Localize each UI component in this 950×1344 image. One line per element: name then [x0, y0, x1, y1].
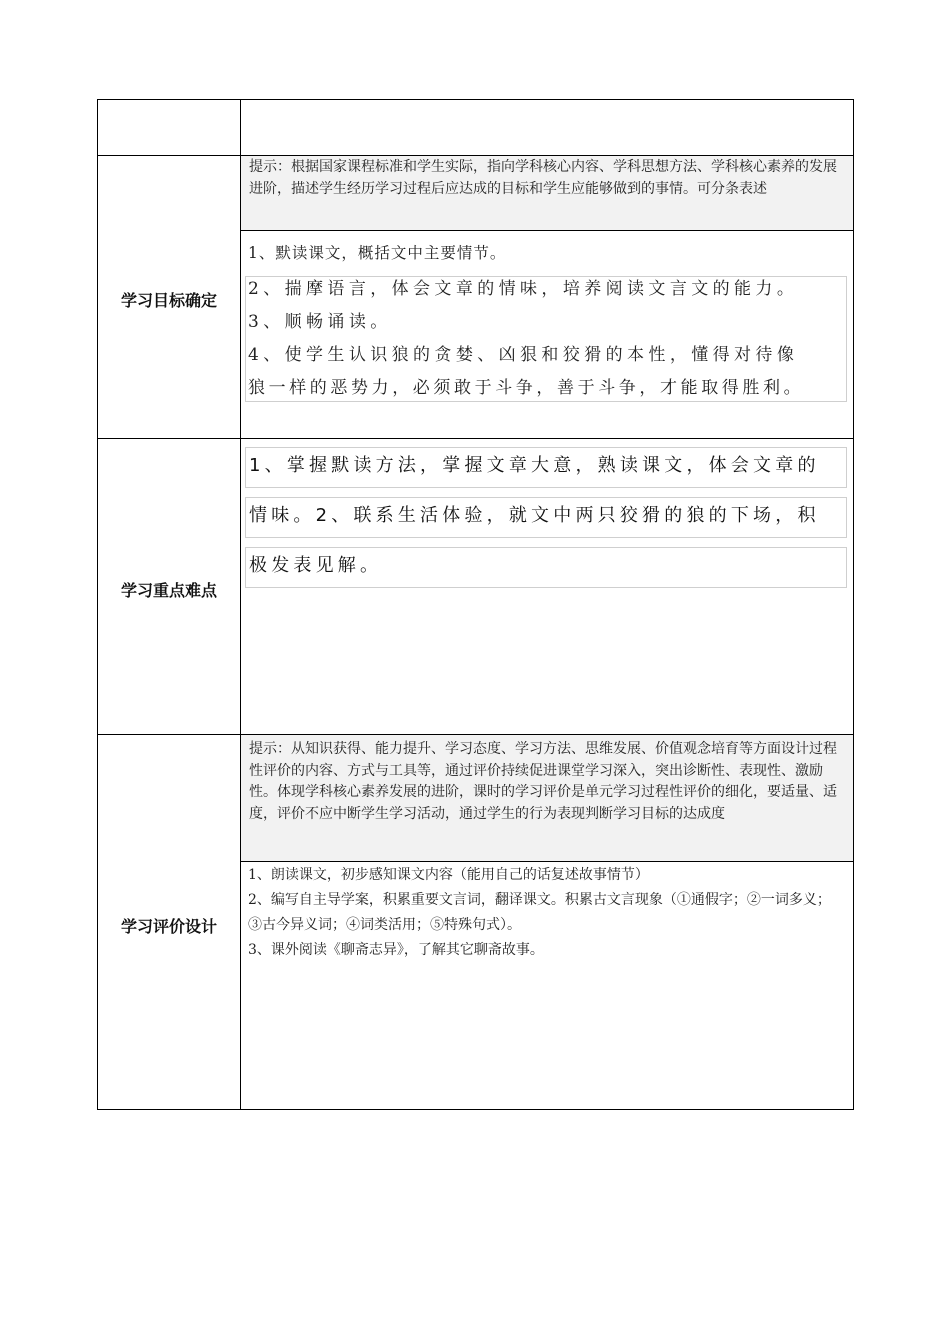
table-border-left	[97, 99, 98, 1110]
objective-item-1: 1、默读课文，概括文中主要情节。	[248, 244, 507, 262]
evaluation-item-3: 3、课外阅读《聊斋志异》，了解其它聊斋故事。	[248, 942, 544, 958]
objective-item-2: 2、揣摩语言，体会文章的情味，培养阅读文言文的能力。	[248, 279, 799, 299]
column-divider	[240, 99, 241, 1110]
table-border-top	[97, 99, 854, 100]
evaluation-item-1: 1、朗读课文，初步感知课文内容（能用自己的话复述故事情节）	[248, 867, 649, 883]
objectives-hint: 提示：根据国家课程标准和学生实际，指向学科核心内容、学科思想方法、学科核心素养的发展进阶，描述学生经历学习过程后应达成的目标和学生应能够做到的事情。可分条表述	[241, 156, 853, 230]
table-border-bottom	[97, 1109, 854, 1110]
objective-item-4: 4、使学生认识狼的贪婪、凶狠和狡猾的本性，懂得对待像	[248, 345, 799, 365]
row-divider-2	[97, 438, 854, 439]
objectives-label: 学习目标确定	[120, 291, 217, 310]
table-border-right	[853, 99, 854, 1110]
evaluation-hint: 提示：从知识获得、能力提升、学习态度、学习方法、思维发展、价值观念培育等方面设计过程性评价的内容、方式与工具等，通过评价持续促进课堂学习深入，突出诊断性、表现性、激励性。体现学科核心素养发展的进阶，课时的学习评价是单元学习过程性评价的细化，要适量、适度，评价不应中断学生学习活动，通过学生的行为表现判断学习目标的达成度	[241, 735, 853, 861]
key-points-label: 学习重点难点	[120, 581, 217, 600]
key-points-line-3: 极发表见解。	[249, 555, 383, 576]
key-points-line-2: 情味。2、联系生活体验，就文中两只狡猾的狼的下场，积	[249, 505, 820, 526]
evaluation-hint-separator	[241, 861, 853, 862]
objective-item-3: 3、顺畅诵读。	[248, 312, 392, 332]
objective-item-4-continued: 狼一样的恶势力，必须敢于斗争，善于斗争，才能取得胜利。	[248, 378, 805, 398]
objectives-hint-separator	[241, 230, 853, 231]
evaluation-item-2: 2、编写自主导学案，积累重要文言词，翻译课文。积累古文言现象（①通假字；②一词多义；③古今异义词；④词类活用；⑤特殊句式）。	[248, 892, 831, 933]
evaluation-label: 学习评价设计	[120, 917, 217, 936]
key-points-line-1: 1、掌握默读方法，掌握文章大意，熟读课文，体会文章的	[249, 455, 820, 476]
